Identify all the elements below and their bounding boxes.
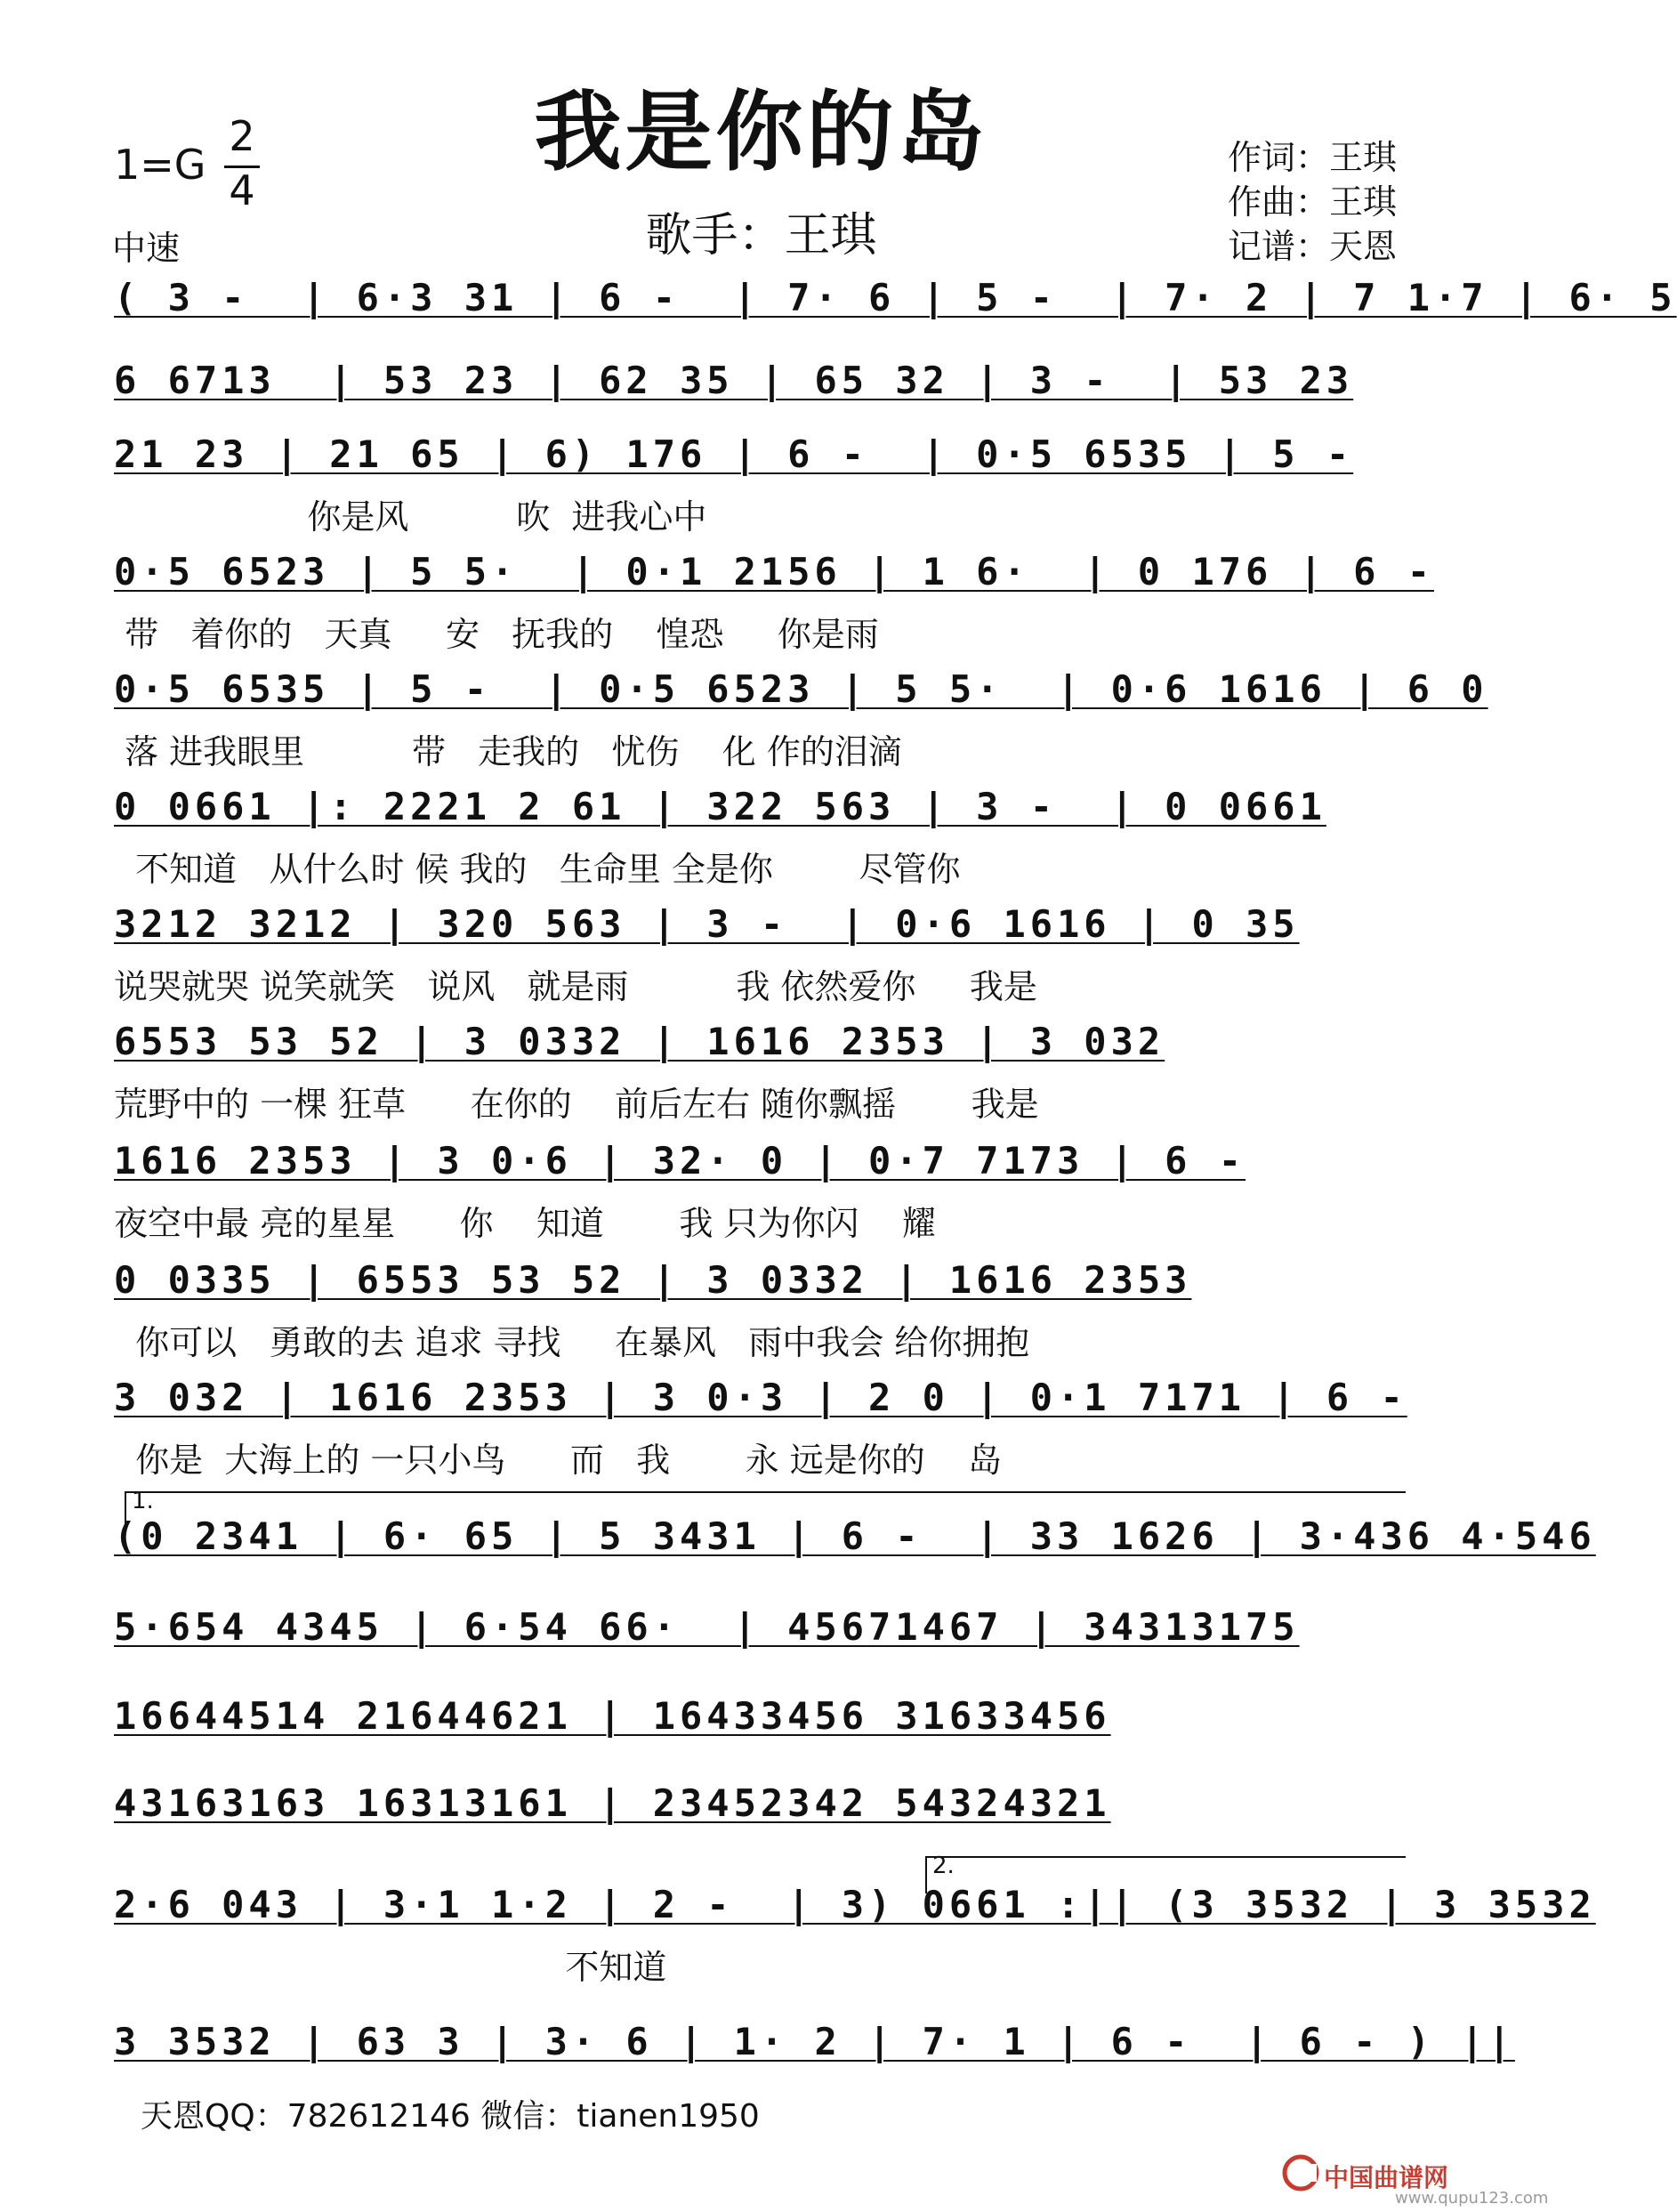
notes-line: 3 3532 | 63 3 | 3· 6 | 1· 2 | 7· 1 | 6 - | 6 - ) || xyxy=(114,2020,1515,2063)
score-system-6 xyxy=(114,785,1404,889)
notes-line: 0 0661 |: 2221 2 61 | 322 563 | 3 - | 0 0661 xyxy=(114,785,1326,828)
composer: 作曲：王琪 xyxy=(1228,182,1398,222)
time-bottom: 4 xyxy=(229,166,255,214)
score-system-12 xyxy=(114,1514,1596,1616)
time-signature xyxy=(224,112,260,218)
site-logo-icon xyxy=(1281,2153,1320,2192)
score-system-7 xyxy=(114,902,1404,1004)
score-system-4 xyxy=(114,550,1435,654)
lyric-line: 你可以 勇敢的去 追求 寻找 在暴风 雨中我会 给你拥抱 xyxy=(114,1323,1030,1362)
lyric-line: 不知道 从什么时 候 我的 生命里 全是你 尽管你 xyxy=(114,850,961,889)
notes-line: 6553 53 52 | 3 0332 | 1616 2353 | 3 032 xyxy=(114,1020,1165,1063)
score-system-13 xyxy=(114,1605,1404,1707)
notes-line: 3212 3212 | 320 563 | 3 - | 0·6 1616 | 0 35 xyxy=(114,902,1300,946)
score-system-16 xyxy=(114,1883,1596,1987)
key-signature: 1=G xyxy=(114,141,206,189)
lyric-line: 带 着你的 天真 安 抚我的 惶恐 你是雨 xyxy=(114,615,879,654)
first-ending-label: 1. xyxy=(132,1488,154,1514)
transcriber: 记谱：天恩 xyxy=(1228,227,1398,266)
notes-line: 2·6 043 | 3·1 1·2 | 2 - | 3) 0661 :|| (3 3532 | 3 3532 xyxy=(114,1883,1596,1926)
score-system-14 xyxy=(114,1694,1404,1796)
notes-line: 1616 2353 | 3 0·6 | 32· 0 | 0·7 7173 | 6 - xyxy=(114,1139,1246,1183)
lyric-line: 说哭就哭 说笑就笑 说风 就是雨 我 依然爱你 我是 xyxy=(114,967,1037,1006)
watermark-url: www.qupu123.com xyxy=(1395,2189,1549,2208)
notes-line: 6 6713 | 53 23 | 62 35 | 65 32 | 3 - | 53 23 xyxy=(114,359,1354,402)
notes-line: 0·5 6523 | 5 5· | 0·1 2156 | 1 6· | 0 176 | 6 - xyxy=(114,550,1435,593)
notes-line: 43163163 16313161 | 23452342 54324321 xyxy=(114,1781,1111,1825)
lyric-line: 你是风 吹 进我心中 xyxy=(114,497,707,537)
score-system-10 xyxy=(114,1258,1404,1360)
song-title: 我是你的岛 xyxy=(534,82,988,183)
score-system-8 xyxy=(114,1020,1404,1124)
lyric-line: 你是 大海上的 一只小鸟 而 我 永 远是你的 岛 xyxy=(114,1441,1003,1480)
tempo-marking: 中速 xyxy=(112,229,181,268)
score-system-3 xyxy=(114,432,1404,537)
second-ending-label: 2. xyxy=(932,1853,955,1879)
lyric-line: 夜空中最 亮的星星 你 知道 我 只为你闪 耀 xyxy=(114,1204,936,1243)
lyricist: 作词：王琪 xyxy=(1228,138,1398,177)
lyric-line: 不知道 xyxy=(114,1948,667,1987)
notes-line: 3 032 | 1616 2353 | 3 0·3 | 2 0 | 0·1 7171 | 6 - xyxy=(114,1376,1407,1419)
lyric-line: 落 进我眼里 带 走我的 忧伤 化 作的泪滴 xyxy=(114,732,902,771)
notes-line: 21 23 | 21 65 | 6) 176 | 6 - | 0·5 6535 | 5 - xyxy=(114,432,1354,476)
notes-line: 0 0335 | 6553 53 52 | 3 0332 | 1616 2353 xyxy=(114,1258,1192,1302)
notes-line: (0 2341 | 6· 65 | 5 3431 | 6 - | 33 1626 | 3·436 4·546 xyxy=(114,1514,1596,1558)
score-system-9 xyxy=(114,1139,1404,1243)
time-top: 2 xyxy=(229,112,255,160)
notes-line: 5·654 4345 | 6·54 66· | 45671467 | 34313175 xyxy=(114,1605,1300,1649)
credits xyxy=(1228,135,1397,269)
notes-line: ( 3 - | 6·3 31 | 6 - | 7· 6 | 5 - | 7· 2 | 7 1·7 | 6· 5 xyxy=(114,276,1677,319)
singer: 歌手：王琪 xyxy=(645,209,877,262)
score-system-5 xyxy=(114,667,1488,771)
score-system-11 xyxy=(114,1376,1407,1480)
notes-line: 16644514 21644621 | 16433456 31633456 xyxy=(114,1694,1111,1738)
notes-line: 0·5 6535 | 5 - | 0·5 6523 | 5 5· | 0·6 1616 | 6 0 xyxy=(114,667,1488,711)
watermark-site: 中国曲谱网 xyxy=(1324,2163,1449,2192)
contact-footer: 天恩QQ：782612146 微信：tianen1950 xyxy=(141,2098,760,2135)
lyric-line: 荒野中的 一棵 狂草 在你的 前后左右 随你飘摇 我是 xyxy=(114,1085,1039,1124)
